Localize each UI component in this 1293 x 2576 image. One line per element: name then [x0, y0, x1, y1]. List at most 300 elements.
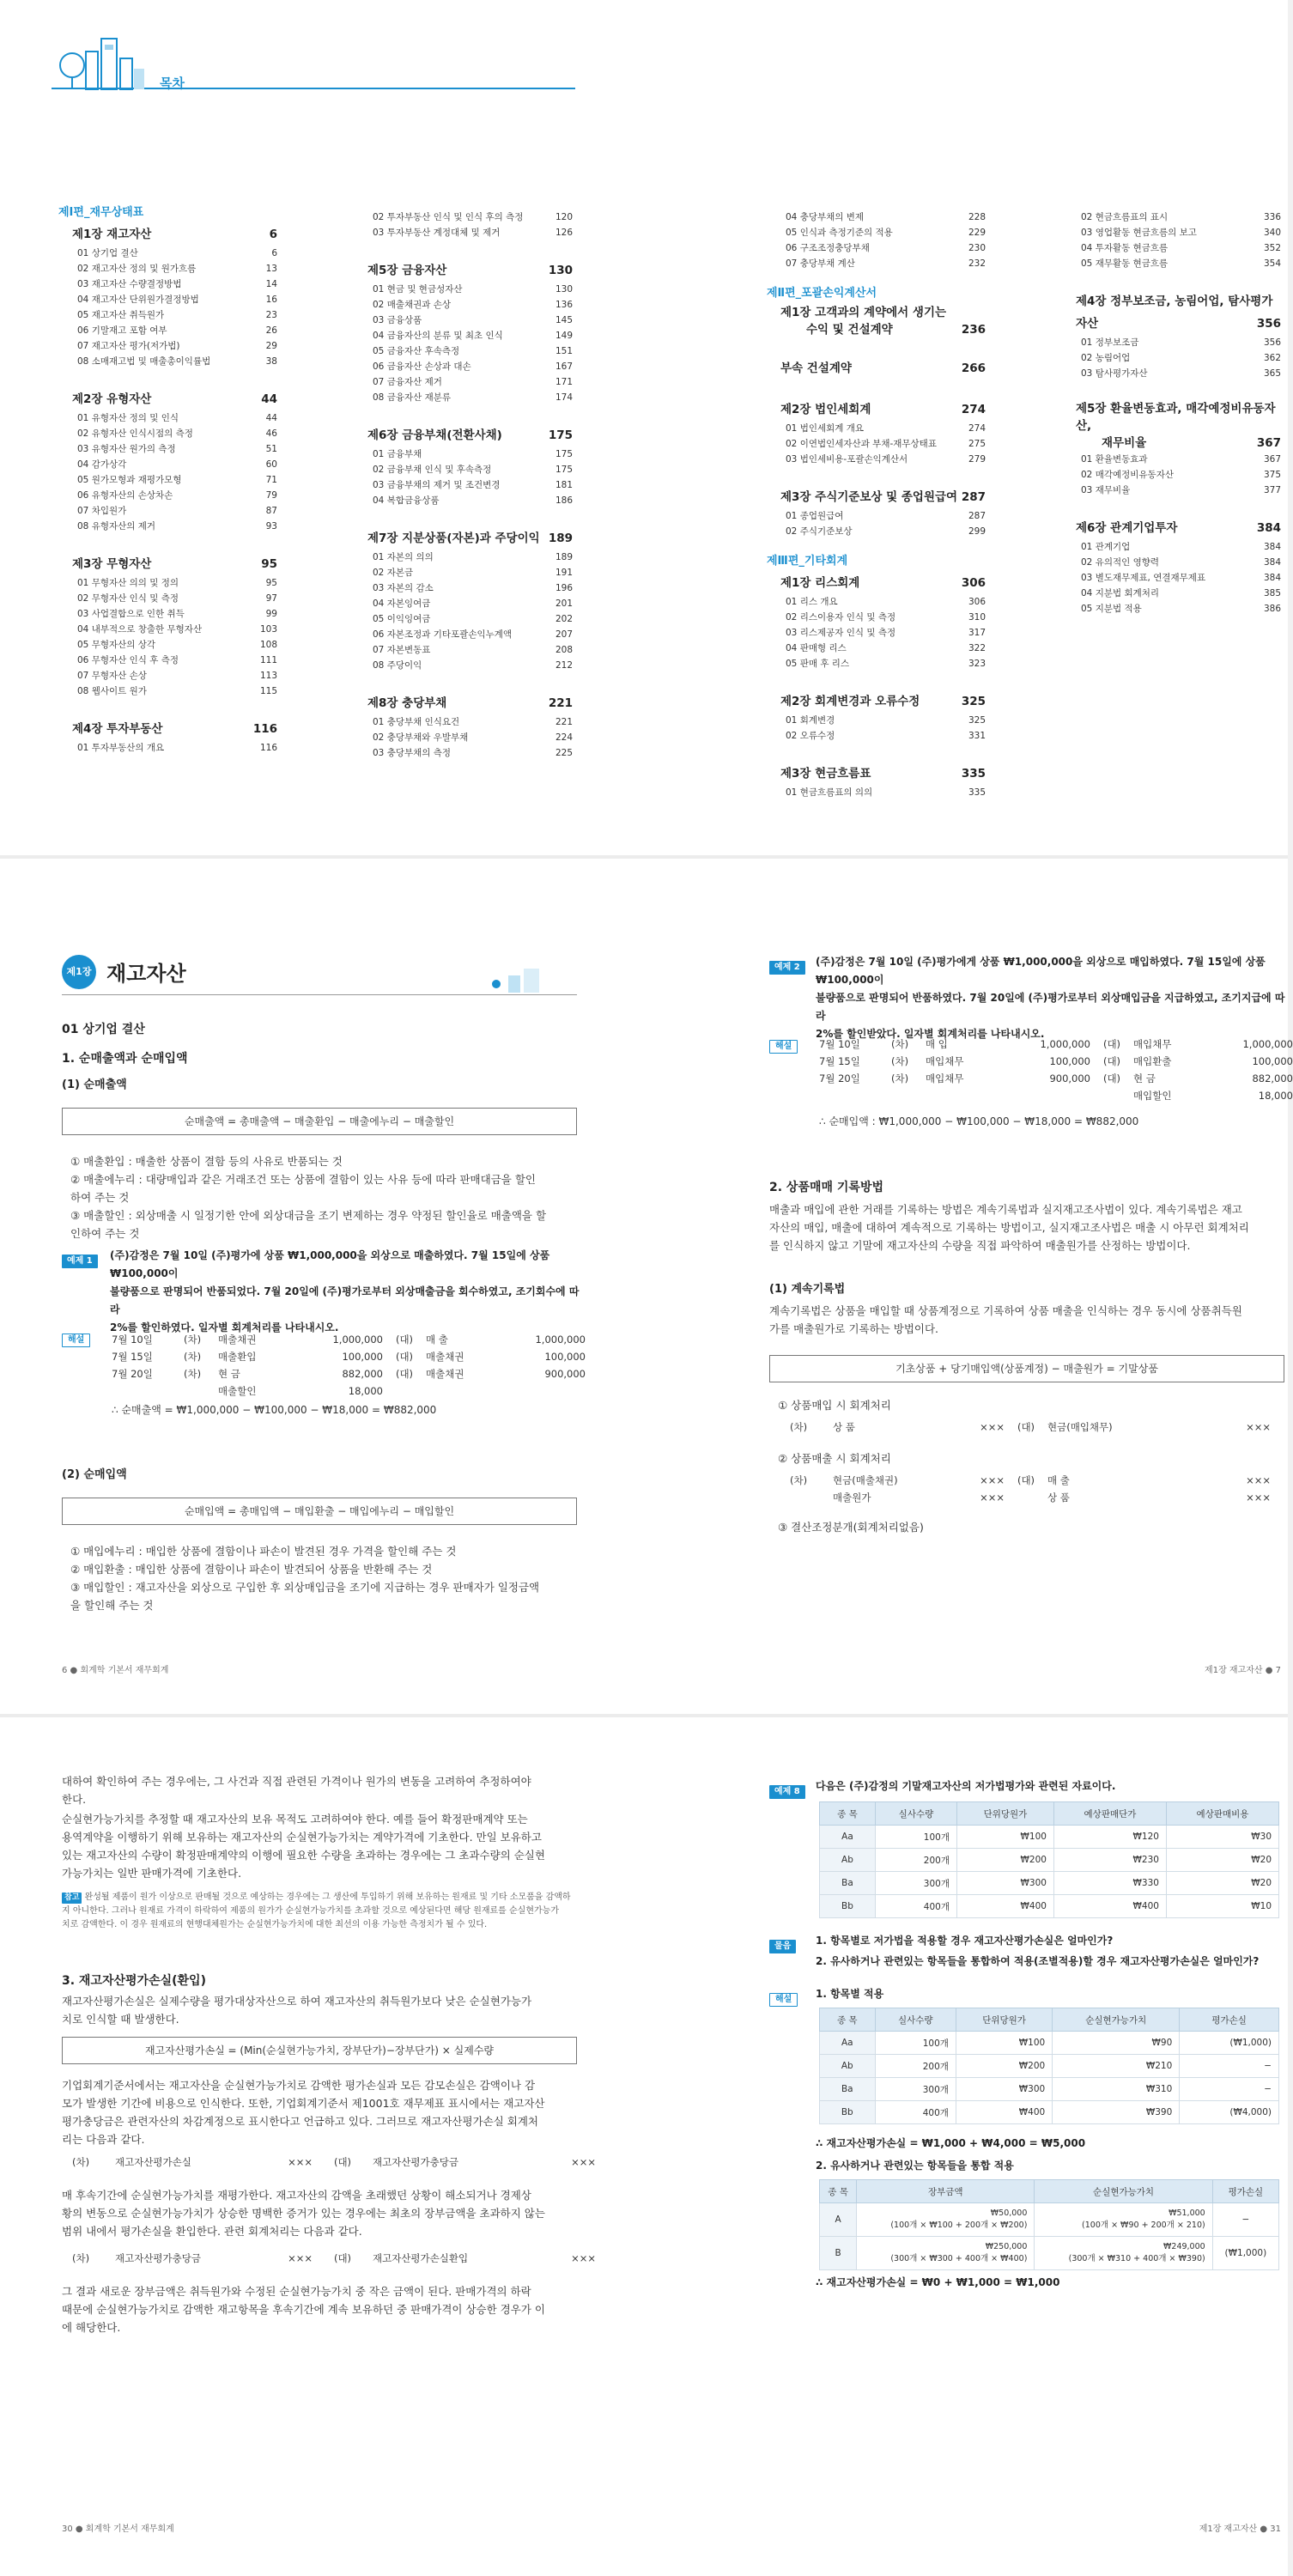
toc-chapter	[767, 486, 986, 508]
sales-notes	[70, 1152, 577, 1242]
text-line: 리는 다음과 같다.	[62, 2133, 145, 2146]
toc-page-number: 38	[265, 356, 277, 367]
toc-page-number: 207	[555, 629, 573, 640]
step-1: ① 상품매입 시 회계처리	[778, 1399, 891, 1412]
table-cell: 200개	[875, 1849, 956, 1872]
journal-row	[819, 1053, 1293, 1070]
toc-section-title: 02 투자부동산 인식 및 인식 후의 측정	[373, 212, 524, 222]
step-3: ③ 결산조정분개(회계처리없음)	[778, 1521, 924, 1534]
toc-section	[58, 503, 277, 519]
toc-chapter	[767, 690, 986, 713]
paragraph-f	[62, 2282, 577, 2336]
table-header-cell: 평가손실	[1180, 2008, 1279, 2032]
toc-page-number: 384	[1263, 542, 1281, 552]
toc-chapter-title: 제3장 무형자산	[72, 557, 152, 571]
example-2-result: ∴ 순매입액 : ₩1,000,000 − ₩100,000 − ₩18,000 = ₩882,000	[819, 1115, 1139, 1127]
toc-page-number: 130	[555, 284, 573, 295]
journal-cell: ×××	[571, 2252, 596, 2264]
table-cell: 400개	[875, 1895, 956, 1918]
toc-section-title: 02 유형자산 인식시점의 측정	[77, 428, 193, 439]
toc-section-title: 01 환율변동효과	[1081, 454, 1148, 465]
journal-cell: 100,000	[1252, 1055, 1293, 1067]
table-cell: −	[1180, 2078, 1279, 2101]
journal-cell: 재고자산평가충당금	[115, 2252, 201, 2264]
journal-cell: 현금(매출채권)	[833, 1474, 898, 1486]
nrv-value: ₩249,000	[1163, 2242, 1205, 2251]
journal-cell: (대)	[333, 2252, 352, 2264]
toc-page-number: 103	[259, 624, 277, 635]
city-skyline-icon	[52, 34, 575, 99]
toc-page-number: 46	[265, 428, 277, 439]
toc-section	[1062, 555, 1281, 570]
toc-page-number: 317	[968, 628, 986, 638]
journal-cell: 현 금	[218, 1368, 240, 1380]
page-footer-31: 제1장 재고자산 ● 31	[1199, 2524, 1281, 2534]
toc-section	[767, 656, 986, 671]
toc-section	[1062, 335, 1281, 350]
toc-chapter	[767, 398, 986, 421]
toc-page-number: 354	[1263, 258, 1281, 269]
toc-section-title: 07 충당부채 계산	[786, 258, 855, 269]
toc-section-title: 02 매각예정비유동자산	[1081, 470, 1174, 480]
toc-page-number: 60	[265, 459, 277, 470]
toc-page-number: 228	[968, 212, 986, 222]
table-cell: 400개	[875, 2101, 956, 2124]
toc-section	[58, 683, 277, 699]
table-cell: ₩310	[1053, 2078, 1180, 2101]
toc-section-title: 04 내부적으로 창출한 무형자산	[77, 624, 203, 635]
toc-section-title: 02 충당부채와 우발부채	[373, 732, 469, 743]
text-line: 있는 재고자산의 수량이 확정판매계약의 이행에 필요한 수량을 초과하는 경우에는 그 초과수량의 순실현	[62, 1849, 545, 1862]
text-line: 가를 매출원가로 기록하는 방법이다.	[769, 1322, 939, 1335]
table-row	[820, 2203, 1279, 2237]
toc-page-number: 224	[555, 732, 573, 743]
journal-row	[819, 1087, 1293, 1104]
toc-section-title: 01 관계기업	[1081, 542, 1131, 552]
toc-chapter	[1062, 517, 1281, 539]
toc-section-title: 07 무형자산 손상	[77, 671, 147, 681]
text-line: 그 결과 새로운 장부금액은 취득원가와 수정된 순실현가능가치 중 작은 금액이 된다. 판매가격의 하락	[62, 2285, 531, 2298]
toc-column-4	[1062, 210, 1281, 617]
table-header-row	[820, 1802, 1279, 1826]
toc-section	[354, 282, 573, 297]
toc-chapter-title: 제1장 리스회계	[780, 576, 860, 590]
toc-page-number: 186	[555, 495, 573, 506]
journal-cell	[1005, 1489, 1047, 1506]
paragraph-b	[62, 1810, 577, 1882]
journal-cell: 매출채권	[218, 1334, 257, 1346]
toc-section	[58, 323, 277, 338]
example-1-tag: 예제 1	[62, 1250, 98, 1268]
text-line: 매출과 매입에 관한 거래를 기록하는 방법은 계속기록법과 실지재고조사법이 있다. 계속기록법은 재고	[769, 1203, 1242, 1216]
toc-page-number: 221	[548, 696, 573, 710]
toc-chapter-title: 부속 건설계약	[780, 361, 852, 375]
toc-section	[767, 610, 986, 625]
text-line: 순실현가능가치를 추정할 때 재고자산의 보유 목적도 고려하여야 한다. 예를 들어 확정판매계약 또는	[62, 1813, 528, 1826]
journal-cell	[501, 1382, 586, 1400]
toc-section	[767, 785, 986, 800]
toc-page-number: 266	[961, 361, 986, 375]
toc-section-title: 03 사업결합으로 인한 취득	[77, 609, 185, 619]
journal-cell: (대)	[1017, 1474, 1035, 1486]
toc-section	[354, 225, 573, 240]
toc-page-number: 26	[265, 325, 277, 336]
toc-page-number: 97	[265, 593, 277, 604]
toc-page-number: 225	[555, 748, 573, 758]
toc-section-title: 01 무형자산 의의 및 정의	[77, 578, 179, 588]
toc-chapter-row	[780, 321, 986, 338]
toc-page-number: 181	[555, 480, 573, 490]
table-cell: ₩400	[956, 2101, 1052, 2124]
toc-section	[767, 421, 986, 436]
table-cell: −	[1212, 2203, 1278, 2237]
example-8-tag: 예제 8	[769, 1781, 805, 1799]
toc-gap	[767, 467, 986, 486]
toc-section-title: 04 투자활동 현금흐름	[1081, 243, 1169, 253]
journal-cell: 매출할인	[218, 1385, 257, 1397]
table-row	[820, 2078, 1279, 2101]
table-row	[820, 1826, 1279, 1849]
toc-page-number: 221	[555, 717, 573, 727]
heading-net-purchase: (2) 순매입액	[62, 1468, 127, 1481]
example-1-result: ∴ 순매출액 = ₩1,000,000 − ₩100,000 − ₩18,000 = ₩882,000	[112, 1404, 437, 1416]
heading-3: 3. 재고자산평가손실(환입)	[62, 1974, 206, 1988]
toc-page-number: 175	[548, 428, 573, 442]
heading-1: 1. 순매출액과 순매입액	[62, 1052, 188, 1066]
journal-row	[790, 1419, 1271, 1436]
toc-page-number: 335	[961, 767, 986, 781]
journal-cell: 900,000	[1049, 1072, 1090, 1084]
table-cell	[857, 2237, 1035, 2270]
toc-page-number: 116	[252, 722, 277, 736]
toc-page-number: 310	[968, 612, 986, 623]
journal-cell: ×××	[1246, 1492, 1271, 1504]
toc-section	[354, 447, 573, 462]
toc-page-number: 23	[265, 310, 277, 320]
toc-section-title: 05 금융자산 후속측정	[373, 346, 460, 356]
table-cell: 100개	[875, 1826, 956, 1849]
journal-cell: 재고자산평가손실환입	[373, 2252, 469, 2264]
journal-cell: 7월 10일	[819, 1038, 860, 1050]
toc-section-title: 08 웹사이트 원가	[77, 686, 147, 696]
toc-page-number: 306	[961, 576, 986, 590]
journal-cell	[383, 1382, 426, 1400]
table-cell: ₩30	[1166, 1826, 1278, 1849]
table-row	[820, 2032, 1279, 2055]
paragraph-c	[62, 1992, 577, 2028]
toc-section-title: 04 지분법 회계처리	[1081, 588, 1160, 598]
nrv-detail: (100개 × ₩90 + 200개 × 210)	[1082, 2221, 1205, 2230]
toc-page-number: 175	[555, 465, 573, 475]
answer-2: 2. 유사하거나 관련있는 항목들을 통합 적용	[816, 2160, 1014, 2172]
table-header-cell: 종 목	[820, 1802, 876, 1826]
table-cell	[1035, 2203, 1212, 2237]
toc-section-title: 07 자본변동표	[373, 645, 431, 655]
formula-box-perpetual: 기초상품 + 당기매입액(상품계정) − 매출원가 = 기말상품	[769, 1355, 1284, 1382]
table-cell: Aa	[820, 1826, 876, 1849]
toc-section	[767, 524, 986, 539]
toc-page-number: 120	[555, 212, 573, 222]
toc-page-number: 16	[265, 295, 277, 305]
journal-loss	[72, 2154, 596, 2171]
toc-section	[1062, 467, 1281, 483]
nrv-value: ₩51,000	[1169, 2208, 1205, 2218]
journal-row	[112, 1331, 586, 1348]
toc-section	[58, 441, 277, 457]
note-line: 치로 감액한다. 이 경우 원재료의 현행대체원가는 순실현가능가치에 대한 최선의 이용 가능한 측정치가 될 수 있다.	[62, 1920, 488, 1929]
chapter-badge: 제1장	[62, 955, 96, 989]
table-cell: 100개	[875, 2032, 956, 2055]
data-table	[819, 1801, 1279, 1918]
toc-section	[767, 210, 986, 225]
book-value-detail: (300개 × ₩300 + 400개 × ₩400)	[890, 2254, 1028, 2263]
toc-chapter-title: 제5장 환율변동효과, 매각예정비유동자산,	[1076, 402, 1276, 433]
journal-cell: ×××	[288, 2156, 313, 2168]
toc-page-number: 377	[1263, 485, 1281, 495]
toc-gap	[767, 744, 986, 762]
toc-section-title: 05 판매 후 리스	[786, 659, 850, 669]
toc-page-number: 385	[1263, 588, 1281, 598]
toc-page-number: 95	[261, 557, 277, 571]
toc-page-number: 325	[968, 715, 986, 726]
toc-page-number: 115	[259, 686, 277, 696]
journal-row	[819, 1070, 1293, 1087]
toc-page-number: 116	[259, 743, 277, 753]
journal-cell: 18,000	[1258, 1090, 1293, 1102]
journal-cell: (차)	[891, 1038, 909, 1050]
journal-cell: 매 입	[926, 1038, 948, 1050]
toc-page-number: 367	[1256, 436, 1281, 450]
journal-cell: ×××	[288, 2252, 313, 2264]
example-1-journal	[112, 1331, 586, 1400]
toc-section-title: 02 리스이용자 인식 및 측정	[786, 612, 896, 623]
toc-page-number: 149	[555, 331, 573, 341]
toc-section	[354, 565, 573, 580]
toc-section	[354, 627, 573, 642]
toc-page-number: 352	[1263, 243, 1281, 253]
table-cell: Aa	[820, 2032, 876, 2055]
table-header-cell: 단위당원가	[956, 2008, 1052, 2032]
toc-section	[767, 728, 986, 744]
reference-note: 참고 완성될 제품이 원가 이상으로 판매될 것으로 예상하는 경우에는 그 생산에 투입하기 위해 보유하는 원재료 및 기타 소모품을 감액하 지 아니한다. 그러나 원재료 가격이 하락하여 제품의 원가가 순실현가능가치를 초과할 것으로 예상된다면 해당 원재료를 순실현가능가 치로 감액한다. 이 경우 원재료의 현행대체원가는 순실현가능가치에 대한 최선의 이용 가능한 측정치가 될 수 있다.	[62, 1893, 571, 1929]
toc-section	[1062, 210, 1281, 225]
toc-chapter-title: 제4장 정부보조금, 농림어업, 탐사평가자산	[1076, 295, 1273, 331]
toc-section-title: 01 유형자산 정의 및 인식	[77, 413, 179, 423]
text-line: 인하여 주는 것	[70, 1227, 140, 1240]
page-footer-30: 30 ● 회계학 기본서 재무회계	[62, 2524, 174, 2534]
toc-section	[767, 508, 986, 524]
text-line: 때문에 순실현가능가치로 감액한 재고항목을 후속기간에 계속 보유하던 중 판매가격이 상승한 경우가 이	[62, 2303, 545, 2316]
heading-2: 2. 상품매매 기록방법	[769, 1181, 883, 1194]
toc-section-title: 03 탐사평가자산	[1081, 368, 1148, 379]
toc-gap	[58, 534, 277, 553]
toc-gap	[1062, 498, 1281, 517]
text-line: 재고자산평가손실은 실제수량을 평가대상자산으로 하여 재고자산의 취득원가보다 낮은 순실현가능가	[62, 1995, 532, 2008]
toc-section-title: 01 충당부채 인식요건	[373, 717, 460, 727]
toc-section	[1062, 483, 1281, 498]
journal-cell: (차)	[72, 2252, 90, 2264]
text-line: ① 매입에누리 : 매입한 상품에 결함이나 파손이 발견된 경우 가격을 할인해 주는 것	[70, 1545, 457, 1558]
step-2-journal	[790, 1472, 1271, 1506]
journal-row	[72, 2154, 596, 2171]
journal-cell	[1090, 1087, 1133, 1104]
toc-section	[1062, 601, 1281, 617]
toc-page-number: 79	[265, 490, 277, 501]
toc-section-title: 02 유의적인 영향력	[1081, 557, 1160, 568]
toc-chapter	[767, 357, 986, 380]
table-cell: ₩400	[956, 1895, 1053, 1918]
toc-section	[767, 225, 986, 240]
toc-section	[354, 477, 573, 493]
toc-section-title: 06 유형자산의 손상차손	[77, 490, 173, 501]
table-cell: ₩210	[1053, 2055, 1180, 2078]
toc-section	[354, 493, 573, 508]
toc-section-title: 02 무형자산 인식 및 측정	[77, 593, 179, 604]
toc-section-title: 04 충당부채의 변제	[786, 212, 865, 222]
journal-cell: 100,000	[544, 1351, 586, 1363]
toc-section-title: 01 상기업 결산	[77, 248, 138, 258]
table-row	[820, 2055, 1279, 2078]
chapter-deco-icon	[489, 969, 575, 994]
journal-cell: 18,000	[348, 1385, 383, 1397]
text-line: ③ 매입할인 : 재고자산을 외상으로 구입한 후 외상매입금을 조기에 지급하는 경우 판매자가 일정금액	[70, 1581, 540, 1594]
toc-gap	[1062, 271, 1281, 290]
journal-row	[112, 1382, 586, 1400]
toc-section	[1062, 256, 1281, 271]
toc-section	[354, 343, 573, 359]
toc-section-title: 03 유형자산 원가의 측정	[77, 444, 176, 454]
table-header-cell: 평가손실	[1212, 2180, 1278, 2203]
page-footer-right: 제1장 재고자산 ● 7	[1205, 1666, 1281, 1675]
toc-chapter-title: 제3장 현금흐름표	[780, 767, 871, 781]
journal-cell	[112, 1382, 184, 1400]
toc-section	[1062, 225, 1281, 240]
toc-section	[354, 550, 573, 565]
journal-cell	[426, 1382, 501, 1400]
note-line: 지 아니한다. 그러나 원재료 가격이 하락하여 제품의 원가가 순실현가능가치를 초과할 것으로 예상된다면 해당 원재료를 순실현가능가	[62, 1906, 559, 1916]
journal-cell: (대)	[1017, 1421, 1035, 1433]
journal-cell	[790, 1489, 833, 1506]
nrv-detail: (300개 × ₩310 + 400개 × ₩390)	[1068, 2254, 1205, 2263]
journal-row	[112, 1348, 586, 1365]
toc-section-title: 04 재고자산 단위원가결정방법	[77, 295, 199, 305]
toc-section	[354, 313, 573, 328]
spread-pages-30-31	[0, 1717, 1288, 2576]
toc-chapter-title: 제8장 충당부채	[367, 696, 447, 710]
journal-cell: 7월 15일	[819, 1055, 860, 1067]
answer-1: 1. 항목별 적용	[816, 1988, 884, 2000]
journal-cell: (대)	[1102, 1072, 1121, 1084]
text-line: 를 인식하지 않고 기말에 재고자산의 수량을 직접 파악하여 매출원가를 산정하는 방법이다.	[769, 1239, 1191, 1252]
answer-1-result: ∴ 재고자산평가손실 = ₩1,000 + ₩4,000 = ₩5,000	[816, 2137, 1086, 2149]
table-cell: ₩200	[956, 2055, 1052, 2078]
journal-cell: 882,000	[342, 1368, 383, 1380]
toc-gap	[1062, 381, 1281, 400]
text-line: 황의 변동으로 순실현가능가치가 상승한 명백한 증거가 있는 경우에는 최초의 장부금액을 초과하지 않는	[62, 2207, 545, 2220]
table-cell	[857, 2203, 1035, 2237]
table-cell: ₩390	[1053, 2101, 1180, 2124]
toc-section	[767, 240, 986, 256]
journal-cell: (대)	[1102, 1038, 1121, 1050]
paragraph-perpetual	[769, 1302, 1284, 1338]
toc-section-title: 04 복합금융상품	[373, 495, 440, 506]
toc-section-title: 07 차입원가	[77, 506, 127, 516]
toc-page-number: 274	[968, 423, 986, 434]
page-footer-left: 6 ● 회계학 기본서 재무회계	[62, 1666, 169, 1675]
journal-cell	[184, 1382, 218, 1400]
toc-gap	[767, 338, 986, 357]
toc-page-number: 212	[555, 660, 573, 671]
toc-chapter-title: 제7장 지분상품(자본)과 주당이익	[367, 532, 540, 545]
journal-cell	[926, 1087, 1008, 1104]
table-header-row	[820, 2180, 1279, 2203]
toc-page-number: 6	[271, 248, 277, 258]
toc-page-number: 93	[265, 521, 277, 532]
toc-section	[354, 210, 573, 225]
text-line: (주)감정은 7월 10일 (주)평가에게 상품 ₩1,000,000을 외상으로 매입하였다. 7월 15일에 상품 ₩100,000이	[816, 956, 1266, 986]
toc-section-title: 06 기말재고 포함 여부	[77, 325, 167, 336]
toc-section-title: 04 금융자산의 분류 및 최초 인식	[373, 331, 503, 341]
table-cell: ₩230	[1053, 1849, 1166, 1872]
toc-section-title: 03 투자부동산 계정대체 및 제거	[373, 228, 501, 238]
toc-page-number: 331	[968, 731, 986, 741]
journal-cell	[1008, 1087, 1090, 1104]
table-cell: ₩300	[956, 1872, 1053, 1895]
toc-page-number: 229	[968, 228, 986, 238]
toc-page-number: 13	[265, 264, 277, 274]
journal-cell: ×××	[980, 1492, 1005, 1504]
solution-tag-8: 해설	[769, 1989, 798, 2007]
toc-page-number: 29	[265, 341, 277, 351]
toc-page-number: 44	[265, 413, 277, 423]
toc-section	[1062, 586, 1281, 601]
paragraph-d	[62, 2076, 577, 2148]
journal-cell: (차)	[790, 1474, 808, 1486]
table-cell: ₩10	[1166, 1895, 1278, 1918]
toc-chapter-title: 재무비율	[1102, 436, 1147, 450]
toc-chapter-title: 제2장 회계변경과 오류수정	[780, 695, 920, 708]
toc-section-title: 02 현금흐름표의 표시	[1081, 212, 1169, 222]
toc-section-title: 02 농림어업	[1081, 353, 1131, 363]
toc-section-title: 05 재고자산 취득원가	[77, 310, 165, 320]
formula-box-sales: 순매출액 = 총매출액 − 매출환입 − 매출에누리 − 매출할인	[62, 1108, 577, 1135]
toc-section	[354, 374, 573, 390]
toc-gap	[767, 380, 986, 398]
toc-page-number: 126	[555, 228, 573, 238]
text-line: (주)감정은 7월 10일 (주)평가에 상품 ₩1,000,000을 외상으로 매출하였다. 7월 15일에 상품 ₩100,000이	[110, 1249, 550, 1279]
toc-page-number: 175	[555, 449, 573, 459]
table-cell: −	[1180, 2055, 1279, 2078]
table-row	[820, 1849, 1279, 1872]
journal-cell: 1,000,000	[535, 1334, 586, 1346]
toc-section-title: 04 판매형 리스	[786, 643, 847, 653]
table-cell: ₩90	[1053, 2032, 1180, 2055]
toc-section	[58, 575, 277, 591]
journal-cell: 매 출	[1047, 1474, 1070, 1486]
question-tag: 물음	[769, 1935, 796, 1953]
toc-section-title: 06 금융자산 손상과 대손	[373, 361, 471, 372]
table-cell: A	[820, 2203, 857, 2237]
journal-cell: 매출채권	[426, 1351, 464, 1363]
toc-section-title: 06 무형자산 인식 후 측정	[77, 655, 179, 665]
toc-page-number: 174	[555, 392, 573, 403]
table-header-cell: 실사수량	[875, 2008, 956, 2032]
toc-section	[354, 359, 573, 374]
toc-section-title: 02 주식기준보상	[786, 526, 853, 537]
table-cell: ₩20	[1166, 1872, 1278, 1895]
toc-section	[354, 714, 573, 730]
toc-page-number: 384	[1256, 521, 1281, 535]
